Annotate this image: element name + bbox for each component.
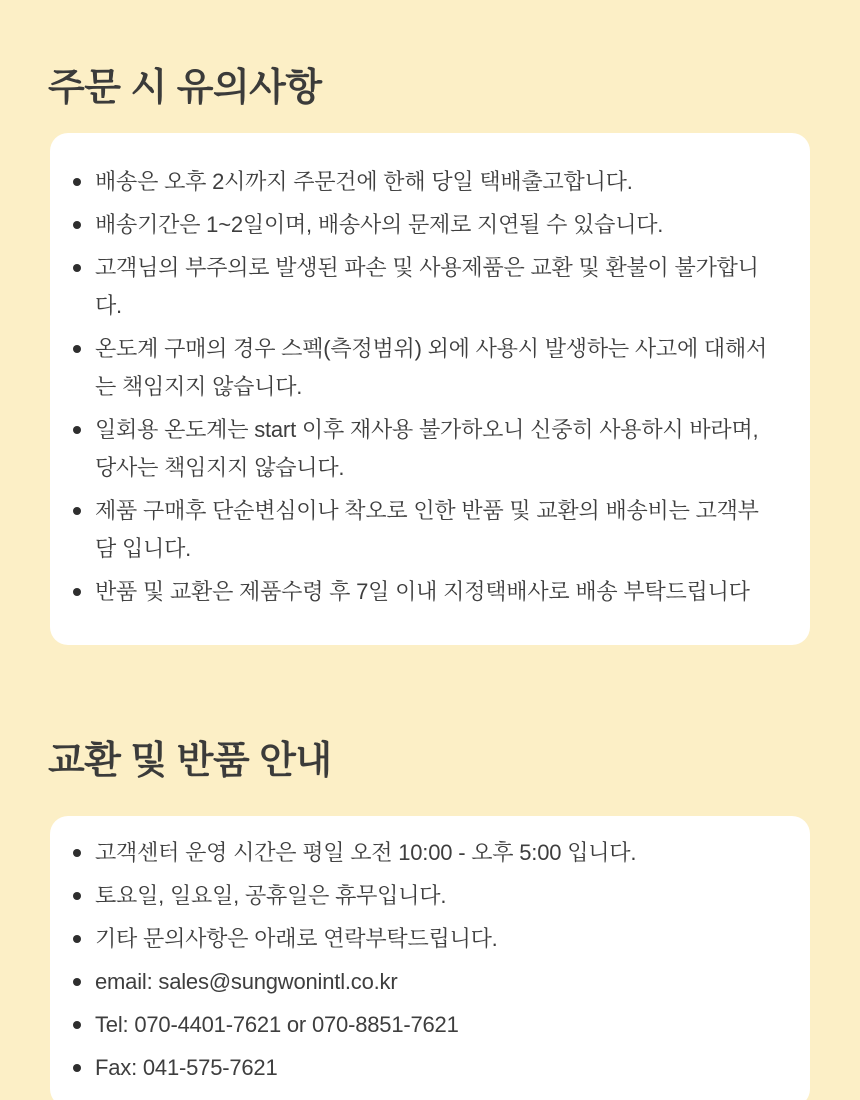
bullet-icon	[73, 178, 81, 186]
bullet-icon	[73, 978, 81, 986]
section-order-notice	[0, 64, 860, 645]
list-item	[50, 330, 774, 406]
bullet-icon	[73, 1021, 81, 1029]
list-item	[50, 1006, 774, 1044]
bullet-icon	[73, 345, 81, 353]
bullet-icon	[73, 221, 81, 229]
list-item	[50, 206, 774, 244]
list-item	[50, 877, 774, 915]
list-item-text: 고객센터 운영 시간은 평일 오전 10:00 - 오후 5:00 입니다.	[95, 840, 637, 865]
list-item-text: 제품 구매후 단순변심이나 착오로 인한 반품 및 교환의 배송비는 고객부담 입니다.	[95, 498, 759, 561]
bullet-icon	[73, 426, 81, 434]
bullet-icon	[73, 507, 81, 515]
list-item	[50, 163, 774, 201]
bullet-icon	[73, 935, 81, 943]
list-item-text: 배송은 오후 2시까지 주문건에 한해 당일 택배출고합니다.	[95, 169, 633, 194]
order-notice-card	[50, 133, 810, 645]
bullet-icon	[73, 849, 81, 857]
list-item-text: 토요일, 일요일, 공휴일은 휴무입니다.	[95, 883, 447, 908]
list-item-text: 일회용 온도계는 start 이후 재사용 불가하오니 신중히 사용하시 바라며, 당사는 책임지지 않습니다.	[95, 417, 759, 480]
exchange-return-list	[50, 816, 810, 1100]
order-notice-list	[50, 133, 810, 645]
list-item	[50, 920, 774, 958]
list-item-text: Fax: 041-575-7621	[95, 1055, 278, 1080]
exchange-return-title: 교환 및 반품 안내	[48, 740, 332, 782]
section-exchange-return	[0, 737, 860, 1100]
list-item-text: 기타 문의사항은 아래로 연락부탁드립니다.	[95, 926, 498, 951]
list-item-text: email: sales@sungwonintl.co.kr	[95, 969, 398, 994]
list-item	[50, 573, 774, 611]
order-notice-title: 주문 시 유의사항	[48, 67, 322, 109]
exchange-return-card	[50, 816, 810, 1100]
list-item	[50, 492, 774, 568]
list-item	[50, 1049, 774, 1087]
list-item	[50, 834, 774, 872]
list-item	[50, 963, 774, 1001]
bullet-icon	[73, 588, 81, 596]
bullet-icon	[73, 264, 81, 272]
list-item	[50, 249, 774, 325]
list-item	[50, 411, 774, 487]
list-item-text: 배송기간은 1~2일이며, 배송사의 문제로 지연될 수 있습니다.	[95, 212, 664, 237]
bullet-icon	[73, 1064, 81, 1072]
list-item-text: 반품 및 교환은 제품수령 후 7일 이내 지정택배사로 배송 부탁드립니다	[95, 579, 750, 604]
list-item-text: 온도계 구매의 경우 스펙(측정범위) 외에 사용시 발생하는 사고에 대해서는 책임지지 않습니다.	[95, 336, 768, 399]
list-item-text: 고객님의 부주의로 발생된 파손 및 사용제품은 교환 및 환불이 불가합니다.	[95, 255, 759, 318]
list-item-text: Tel: 070-4401-7621 or 070-8851-7621	[95, 1012, 459, 1037]
bullet-icon	[73, 892, 81, 900]
